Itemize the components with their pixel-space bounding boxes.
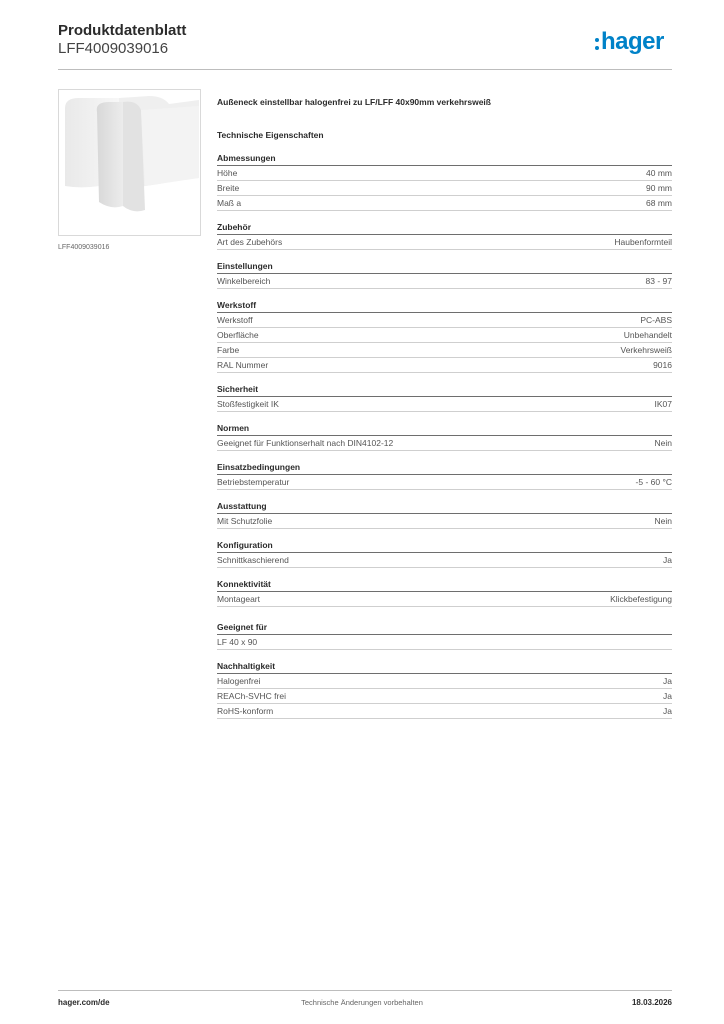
spec-label: Breite (217, 183, 240, 193)
spec-value: Ja (663, 706, 672, 716)
section-heading: Werkstoff (217, 299, 672, 313)
spec-value: Ja (663, 691, 672, 701)
tech-heading: Technische Eigenschaften (217, 130, 324, 140)
header-divider (58, 69, 672, 70)
spec-section (217, 299, 672, 373)
spec-label: RoHS-konform (217, 706, 274, 716)
spec-label: Maß a (217, 198, 242, 208)
spec-row (217, 514, 672, 529)
spec-label: Betriebstemperatur (217, 477, 290, 487)
spec-value: 68 mm (646, 198, 672, 208)
section-heading: Zubehör (217, 221, 672, 235)
spec-section (217, 383, 672, 412)
spec-label: RAL Nummer (217, 360, 269, 370)
spec-section (217, 660, 672, 719)
spec-row (217, 397, 672, 412)
footer-date: 18.03.2026 (631, 998, 672, 1007)
product-title: Außeneck einstellbar halogenfrei zu LF/LFF 40x90mm verkehrsweiß (217, 97, 491, 107)
spec-value: IK07 (654, 399, 672, 409)
spec-label: Mit Schutzfolie (217, 516, 273, 526)
hager-logo[interactable] (595, 28, 664, 56)
spec-value: Verkehrsweiß (620, 345, 672, 355)
spec-label: Schnittkaschierend (217, 555, 289, 565)
spec-row (217, 704, 672, 719)
spec-section (217, 260, 672, 289)
spec-content (217, 95, 672, 729)
spec-value: 90 mm (646, 183, 672, 193)
section-heading: Einsatzbedingungen (217, 461, 672, 475)
section-heading: Konnektivität (217, 578, 672, 592)
spec-label: LF 40 x 90 (217, 637, 258, 647)
section-heading: Sicherheit (217, 383, 672, 397)
spec-section (217, 578, 672, 607)
spec-section (217, 152, 672, 211)
page-title: Produktdatenblatt (58, 22, 187, 39)
spec-row (217, 553, 672, 568)
spec-value: PC-ABS (640, 315, 672, 325)
spec-row (217, 196, 672, 211)
spec-row (217, 358, 672, 373)
spec-label: Halogenfrei (217, 676, 261, 686)
spec-label: Montageart (217, 594, 260, 604)
spec-section (217, 500, 672, 529)
footer-disclaimer: Technische Änderungen vorbehalten (301, 998, 423, 1007)
footer-website-link[interactable]: hager.com/de (58, 998, 110, 1007)
spec-row (217, 181, 672, 196)
spec-value: -5 - 60 °C (635, 477, 672, 487)
corner-piece-illustration (59, 90, 200, 235)
spec-sections (217, 152, 672, 719)
spec-row (217, 674, 672, 689)
spec-row (217, 166, 672, 181)
section-heading: Ausstattung (217, 500, 672, 514)
spec-label: REACh-SVHC frei (217, 691, 286, 701)
spec-label: Stoßfestigkeit IK (217, 399, 279, 409)
spec-value: Unbehandelt (623, 330, 672, 340)
spec-row (217, 592, 672, 607)
spec-row (217, 635, 672, 650)
section-heading: Einstellungen (217, 260, 672, 274)
section-heading: Geeignet für (217, 621, 672, 635)
product-image (58, 89, 201, 236)
spec-label: Werkstoff (217, 315, 253, 325)
spec-value: 40 mm (646, 168, 672, 178)
spec-value: Haubenformteil (614, 237, 672, 247)
spec-section (217, 621, 672, 650)
spec-label: Winkelbereich (217, 276, 271, 286)
spec-label: Höhe (217, 168, 238, 178)
spec-value: 83 - 97 (645, 276, 672, 286)
spec-value: Klickbefestigung (610, 594, 672, 604)
spec-row (217, 313, 672, 328)
spec-value: Ja (663, 555, 672, 565)
spec-row (217, 436, 672, 451)
spec-section (217, 221, 672, 250)
spec-label: Oberfläche (217, 330, 259, 340)
spec-row (217, 343, 672, 358)
spec-section (217, 539, 672, 568)
spec-label: Geeignet für Funktionserhalt nach DIN4102-12 (217, 438, 394, 448)
spec-row (217, 689, 672, 704)
spec-row (217, 328, 672, 343)
spec-label: Art des Zubehörs (217, 237, 283, 247)
spec-section (217, 422, 672, 451)
footer-divider (58, 990, 672, 991)
section-heading: Normen (217, 422, 672, 436)
section-heading: Konfiguration (217, 539, 672, 553)
section-heading: Abmessungen (217, 152, 672, 166)
logo-text: hager (601, 28, 664, 55)
spec-row (217, 475, 672, 490)
spec-section (217, 461, 672, 490)
spec-value: Nein (654, 516, 672, 526)
spec-value: 9016 (653, 360, 672, 370)
section-heading: Nachhaltigkeit (217, 660, 672, 674)
spec-row (217, 235, 672, 250)
spec-value: Ja (663, 676, 672, 686)
logo-dots-icon (595, 38, 599, 50)
spec-value: Nein (654, 438, 672, 448)
spec-label: Farbe (217, 345, 240, 355)
spec-row (217, 274, 672, 289)
image-caption: LFF4009039016 (58, 244, 110, 251)
article-number: LFF4009039016 (58, 40, 169, 57)
